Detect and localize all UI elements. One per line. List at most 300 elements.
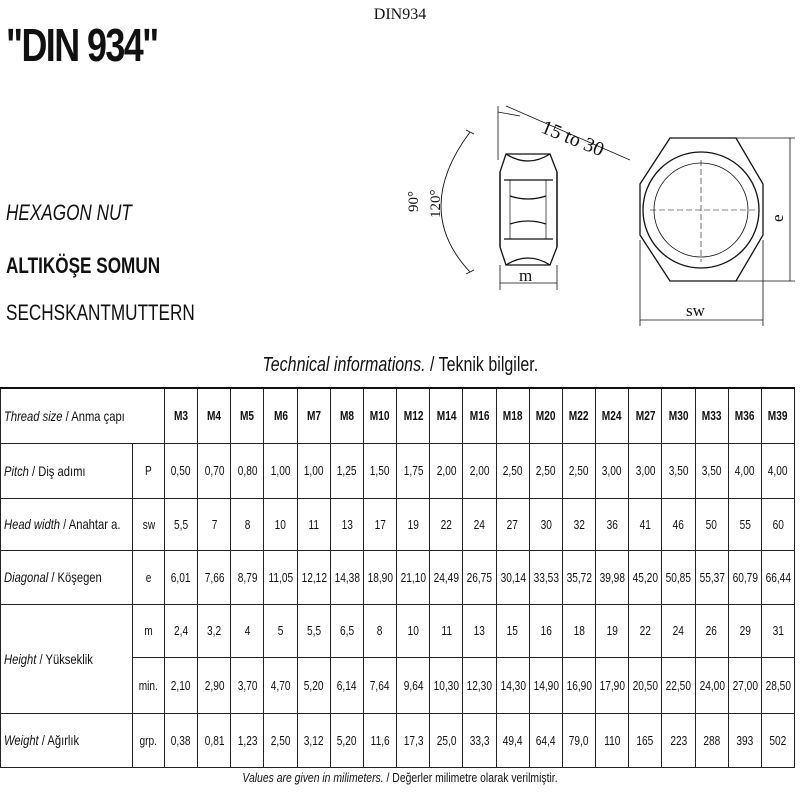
row-label-diagonal-turkish: / Köşegen (48, 569, 102, 585)
cell-height-m-value: 18 (573, 623, 585, 638)
cell-diagonal-m8 (330, 550, 363, 604)
cell-diagonal-m7 (297, 550, 330, 604)
cell-height-min-m7 (297, 657, 330, 713)
cell-pitch-m12 (397, 443, 430, 498)
column-header-text: M4 (207, 408, 222, 424)
page-title: "DIN 934" (6, 19, 158, 71)
cell-height-min-m22 (562, 657, 595, 713)
cell-height-m-m27 (629, 604, 662, 657)
cell-diagonal-m33 (695, 550, 728, 604)
cell-diagonal-value: 24,49 (433, 569, 460, 585)
cell-head-width-value: 7 (211, 516, 218, 532)
row-symbol-diagonal (133, 550, 165, 604)
cell-height-m-m14 (430, 604, 463, 657)
cell-height-m-m3 (165, 604, 198, 657)
cell-height-min-m5 (231, 657, 264, 713)
cell-weight-m12 (397, 713, 430, 767)
column-header-m4 (198, 388, 231, 443)
nut-technical-drawing (400, 95, 800, 335)
cell-height-min-value: 12,30 (467, 677, 493, 693)
cell-head-width-m30 (662, 498, 695, 550)
cell-head-width-m10 (363, 498, 396, 550)
cell-height-m-value: 22 (639, 623, 651, 638)
technical-info-turkish: Teknik bilgiler. (438, 354, 538, 376)
cell-diagonal-value: 45,20 (632, 569, 659, 585)
cell-height-m-m18 (496, 604, 529, 657)
cell-head-width-value: 19 (407, 516, 419, 532)
cell-pitch-m5 (231, 443, 264, 498)
cell-head-width-m20 (529, 498, 562, 550)
row-label-weight-turkish: / Ağırlık (38, 732, 80, 748)
cell-head-width-value: 27 (507, 516, 519, 532)
cell-head-width-m27 (629, 498, 662, 550)
cell-diagonal-value: 8,79 (237, 569, 258, 585)
column-header-text: M20 (535, 408, 556, 424)
footnote-turkish: / Değerler milimetre olarak verilmiştir. (383, 770, 558, 785)
cell-diagonal-m16 (463, 550, 496, 604)
table-row-thread-size (1, 388, 795, 443)
cell-height-m-value: 15 (507, 623, 519, 638)
column-header-text: M7 (306, 408, 321, 424)
cell-diagonal-m3 (165, 550, 198, 604)
cell-height-min-value: 14,90 (533, 677, 559, 693)
cell-pitch-m20 (529, 443, 562, 498)
cell-diagonal-m24 (596, 550, 629, 604)
cell-height-min-m16 (463, 657, 496, 713)
column-header-m24 (596, 388, 629, 443)
cell-head-width-m12 (397, 498, 430, 550)
cell-height-m-value: 26 (705, 623, 718, 638)
column-header-m30 (662, 388, 695, 443)
cell-weight-m8 (330, 713, 363, 767)
product-name-german: SECHSKANTMUTTERN (6, 300, 195, 325)
column-header-m3 (165, 388, 198, 443)
cell-weight-value: 1,23 (237, 732, 258, 748)
column-header-m33 (695, 388, 728, 443)
cell-height-m-m24 (596, 604, 629, 657)
cell-weight-m30 (662, 713, 695, 767)
cell-height-min-value: 10,30 (433, 677, 460, 693)
cell-pitch-m36 (728, 443, 761, 498)
chamfer-angle-label: 15 to 30 (538, 116, 608, 162)
column-header-m39 (761, 388, 794, 443)
cell-head-width-value: 55 (739, 516, 751, 532)
cell-weight-m4 (198, 713, 231, 767)
column-header-text: M24 (602, 408, 622, 424)
cell-diagonal-m30 (662, 550, 695, 604)
row-symbol-weight (133, 713, 165, 767)
cell-head-width-value: 24 (473, 516, 486, 532)
cell-height-min-value: 22,50 (665, 677, 692, 693)
cell-diagonal-m18 (496, 550, 529, 604)
cell-weight-value: 33,3 (469, 732, 490, 748)
column-header-text: M12 (403, 408, 424, 424)
technical-info-heading (0, 354, 800, 377)
cell-diagonal-m20 (529, 550, 562, 604)
technical-info-english: Technical informations. (262, 354, 426, 376)
cell-diagonal-value: 60,79 (732, 569, 758, 585)
cell-weight-m6 (264, 713, 297, 767)
cell-weight-m33 (695, 713, 728, 767)
dimension-sw-label: sw (686, 301, 705, 320)
product-name-turkish: ALTIKÖŞE SOMUN (6, 253, 161, 278)
cell-diagonal-m12 (397, 550, 430, 604)
angle-90-label: 90° (406, 191, 422, 212)
column-header-text: M18 (502, 408, 523, 424)
column-header-m14 (430, 388, 463, 443)
cell-diagonal-value: 50,85 (665, 569, 692, 585)
cell-height-m-m7 (297, 604, 330, 657)
product-name-english: HEXAGON NUT (6, 200, 132, 225)
row-label-head_width-turkish: / Anahtar a. (60, 516, 121, 532)
cell-pitch-value: 0,50 (171, 463, 191, 478)
column-header-m12 (397, 388, 430, 443)
cell-head-width-value: 60 (772, 516, 784, 532)
row-symbol-pitch-text: P (145, 463, 152, 478)
cell-weight-value: 0,81 (204, 732, 225, 748)
column-header-text: M5 (240, 408, 255, 424)
cell-weight-m39 (761, 713, 794, 767)
cell-diagonal-value: 14,38 (334, 569, 360, 585)
row-symbol-weight-text: grp. (139, 732, 158, 748)
cell-weight-value: 17,3 (403, 732, 424, 748)
cell-diagonal-value: 21,10 (400, 569, 427, 585)
cell-pitch-value: 2,50 (535, 463, 556, 478)
cell-height-min-m12 (397, 657, 430, 713)
cell-height-m-value: 31 (772, 623, 784, 638)
cell-weight-value: 223 (669, 732, 687, 748)
cell-pitch-m22 (562, 443, 595, 498)
row-symbol-pitch (133, 443, 165, 498)
cell-pitch-m8 (330, 443, 363, 498)
cell-height-m-value: 6,5 (339, 623, 354, 638)
cell-height-min-m36 (728, 657, 761, 713)
cell-height-min-m3 (165, 657, 198, 713)
cell-height-min-m18 (496, 657, 529, 713)
dimension-m-label: m (519, 266, 533, 285)
row-label-height (1, 604, 133, 713)
cell-pitch-m3 (165, 443, 198, 498)
column-header-text: M27 (635, 408, 656, 424)
cell-height-min-m8 (330, 657, 363, 713)
column-header-m18 (496, 388, 529, 443)
cell-head-width-value: 50 (705, 516, 718, 532)
table-row-diagonal (1, 550, 795, 604)
cell-weight-m36 (728, 713, 761, 767)
page-header-code: DIN934 (373, 6, 427, 23)
cell-weight-value: 2,50 (270, 732, 291, 748)
cell-pitch-m33 (695, 443, 728, 498)
cell-diagonal-value: 66,44 (765, 569, 791, 585)
cell-height-m-m6 (264, 604, 297, 657)
cell-height-m-m5 (231, 604, 264, 657)
cell-diagonal-value: 18,90 (367, 569, 393, 585)
cell-head-width-value: 8 (244, 516, 251, 532)
column-header-m27 (629, 388, 662, 443)
column-header-m20 (529, 388, 562, 443)
cell-diagonal-value: 33,53 (533, 569, 559, 585)
cell-diagonal-m10 (363, 550, 396, 604)
row-symbol-height-min (133, 657, 165, 713)
column-header-m5 (231, 388, 264, 443)
cell-height-min-value: 7,64 (370, 677, 390, 693)
cell-height-m-m20 (529, 604, 562, 657)
cell-weight-m24 (596, 713, 629, 767)
cell-weight-m22 (562, 713, 595, 767)
column-header-m6 (264, 388, 297, 443)
row-symbol-head-width-text: sw (142, 516, 155, 532)
cell-height-m-value: 2,4 (174, 623, 189, 638)
row-symbol-diagonal-text: e (145, 569, 152, 585)
cell-height-m-value: 10 (407, 623, 419, 638)
cell-diagonal-m39 (761, 550, 794, 604)
table-row-head-width (1, 498, 795, 550)
cell-height-min-value: 9,64 (403, 677, 424, 693)
table-row-height-m (1, 604, 795, 657)
cell-head-width-m14 (430, 498, 463, 550)
row-label-pitch (1, 443, 133, 498)
cell-height-min-m6 (264, 657, 297, 713)
cell-diagonal-m22 (562, 550, 595, 604)
cell-weight-m3 (165, 713, 198, 767)
cell-head-width-value: 10 (274, 516, 287, 532)
cell-pitch-m18 (496, 443, 529, 498)
cell-height-min-value: 20,50 (632, 677, 659, 693)
cell-pitch-value: 1,25 (337, 463, 357, 478)
row-symbol-head-width (133, 498, 165, 550)
cell-height-min-value: 6,14 (337, 677, 357, 693)
cell-head-width-value: 41 (639, 516, 651, 532)
cell-weight-m20 (529, 713, 562, 767)
cell-pitch-value: 2,50 (502, 463, 523, 478)
cell-height-min-m14 (430, 657, 463, 713)
table-row-pitch (1, 443, 795, 498)
cell-head-width-m5 (231, 498, 264, 550)
cell-height-min-value: 28,50 (765, 677, 791, 693)
cell-height-m-value: 19 (606, 623, 618, 638)
cell-diagonal-value: 26,75 (467, 569, 493, 585)
cell-head-width-value: 11 (308, 516, 319, 532)
cell-height-min-value: 24,00 (699, 677, 725, 693)
cell-pitch-m27 (629, 443, 662, 498)
cell-diagonal-m4 (198, 550, 231, 604)
technical-info-separator: / (425, 354, 439, 376)
cell-height-m-value: 4 (244, 623, 251, 638)
cell-pitch-m7 (297, 443, 330, 498)
specification-table (0, 387, 795, 768)
row-symbol-height-m (133, 604, 165, 657)
cell-height-min-value: 16,90 (566, 677, 592, 693)
cell-weight-m7 (297, 713, 330, 767)
cell-height-min-m33 (695, 657, 728, 713)
nut-side-view-outline (500, 154, 557, 265)
cell-height-min-m10 (363, 657, 396, 713)
cell-weight-value: 49,4 (502, 732, 523, 748)
column-header-text: M22 (569, 408, 589, 424)
cell-pitch-value: 2,50 (569, 463, 589, 478)
column-header-text: M6 (273, 408, 288, 424)
dimension-e-label: e (768, 214, 787, 222)
cell-weight-m16 (463, 713, 496, 767)
cell-height-m-value: 8 (377, 623, 383, 638)
cell-diagonal-m36 (728, 550, 761, 604)
cell-height-min-value: 14,30 (500, 677, 526, 693)
cell-height-min-m39 (761, 657, 794, 713)
column-header-m36 (728, 388, 761, 443)
column-header-m8 (330, 388, 363, 443)
cell-diagonal-value: 11,05 (268, 569, 293, 585)
cell-height-m-value: 11 (441, 623, 452, 638)
cell-diagonal-m14 (430, 550, 463, 604)
cell-head-width-m24 (596, 498, 629, 550)
row-label-diagonal (1, 550, 133, 604)
row-label-pitch-turkish: / Diş adımı (28, 462, 86, 479)
row-label-weight (1, 713, 133, 767)
cell-diagonal-m5 (231, 550, 264, 604)
column-header-text: M3 (174, 408, 189, 424)
cell-pitch-m24 (596, 443, 629, 498)
row-symbol-height-min-text: min. (138, 677, 159, 693)
cell-pitch-m39 (761, 443, 794, 498)
cell-weight-m10 (363, 713, 396, 767)
cell-pitch-m10 (363, 443, 396, 498)
cell-pitch-value: 0,70 (204, 463, 225, 478)
cell-height-min-value: 2,90 (204, 677, 225, 693)
cell-height-m-value: 29 (739, 623, 751, 638)
row-label-head_width-english: Head width (4, 516, 61, 532)
cell-height-min-value: 4,70 (270, 677, 291, 693)
cell-height-m-m33 (695, 604, 728, 657)
cell-height-min-value: 5,20 (303, 677, 324, 693)
cell-head-width-value: 46 (672, 516, 685, 532)
cell-height-min-value: 2,10 (171, 677, 191, 693)
row-label-head_width (1, 498, 133, 550)
cell-pitch-m14 (430, 443, 463, 498)
column-header-text: M14 (436, 408, 457, 424)
cell-height-m-m8 (330, 604, 363, 657)
units-footnote (0, 770, 800, 785)
cell-weight-value: 165 (636, 732, 654, 748)
row-label-pitch-english: Pitch (4, 462, 29, 479)
column-header-text: M39 (768, 408, 788, 424)
cell-height-min-value: 17,90 (599, 677, 626, 693)
table-row-weight (1, 713, 795, 767)
cell-height-min-value: 3,70 (237, 677, 258, 693)
cell-weight-value: 502 (769, 732, 787, 748)
cell-head-width-m3 (165, 498, 198, 550)
cell-height-min-m30 (662, 657, 695, 713)
column-header-m22 (562, 388, 595, 443)
cell-pitch-value: 3,00 (602, 463, 622, 478)
cell-height-m-value: 16 (540, 623, 552, 638)
column-header-text: M30 (668, 408, 689, 424)
row-label-head (1, 388, 165, 443)
cell-height-min-m27 (629, 657, 662, 713)
column-header-text: M8 (339, 408, 354, 424)
cell-pitch-value: 2,00 (469, 463, 490, 478)
cell-height-min-m24 (596, 657, 629, 713)
cell-head-width-value: 36 (606, 516, 618, 532)
cell-weight-m18 (496, 713, 529, 767)
cell-weight-value: 11,6 (370, 732, 390, 748)
cell-head-width-value: 22 (440, 516, 452, 532)
cell-height-m-m16 (463, 604, 496, 657)
cell-height-min-m4 (198, 657, 231, 713)
column-header-m10 (363, 388, 396, 443)
cell-head-width-m36 (728, 498, 761, 550)
cell-head-width-m7 (297, 498, 330, 550)
cell-height-m-value: 5 (277, 623, 284, 638)
footnote-english: Values are given in milimeters. (242, 770, 384, 785)
cell-pitch-value: 3,50 (668, 463, 689, 478)
cell-diagonal-m27 (629, 550, 662, 604)
cell-weight-value: 3,12 (303, 732, 324, 748)
cell-pitch-m6 (264, 443, 297, 498)
cell-weight-value: 25,0 (436, 732, 457, 748)
cell-weight-value: 64,4 (535, 732, 556, 748)
row-label-weight-english: Weight (4, 732, 39, 748)
column-header-text: M10 (370, 408, 390, 424)
cell-pitch-value: 4,00 (768, 463, 788, 478)
cell-pitch-value: 1,00 (303, 463, 324, 478)
cell-height-m-value: 13 (473, 623, 486, 638)
cell-head-width-value: 5,5 (174, 516, 189, 532)
cell-height-min-m20 (529, 657, 562, 713)
cell-pitch-value: 1,00 (270, 463, 291, 478)
cell-height-min-value: 27,00 (732, 677, 758, 693)
cell-pitch-value: 0,80 (237, 463, 258, 478)
cell-height-m-value: 3,2 (207, 623, 222, 638)
cell-height-m-m30 (662, 604, 695, 657)
cell-pitch-m4 (198, 443, 231, 498)
column-header-m7 (297, 388, 330, 443)
cell-weight-value: 288 (703, 732, 721, 748)
cell-height-m-value: 5,5 (306, 623, 321, 638)
cell-head-width-m18 (496, 498, 529, 550)
cell-diagonal-value: 6,01 (171, 569, 191, 585)
cell-weight-m27 (629, 713, 662, 767)
cell-head-width-m16 (463, 498, 496, 550)
cell-pitch-value: 3,00 (635, 463, 656, 478)
row-label-diagonal-english: Diagonal (4, 569, 49, 585)
cell-head-width-value: 17 (374, 516, 386, 532)
cell-height-m-value: 24 (672, 623, 685, 638)
cell-head-width-m33 (695, 498, 728, 550)
cell-head-width-m22 (562, 498, 595, 550)
column-header-text: M36 (734, 408, 755, 424)
cell-height-m-m39 (761, 604, 794, 657)
row-label-height-english: Height (4, 650, 37, 667)
cell-weight-m14 (430, 713, 463, 767)
cell-weight-m5 (231, 713, 264, 767)
cell-diagonal-value: 39,98 (599, 569, 626, 585)
row-symbol-height-m-text: m (144, 623, 153, 638)
cell-pitch-m30 (662, 443, 695, 498)
cell-weight-value: 110 (604, 732, 621, 748)
cell-height-m-m10 (363, 604, 396, 657)
column-header-text: M33 (701, 408, 722, 424)
cell-height-m-m22 (562, 604, 595, 657)
cell-height-m-m4 (198, 604, 231, 657)
cell-diagonal-m6 (264, 550, 297, 604)
column-header-m16 (463, 388, 496, 443)
cell-diagonal-value: 12,12 (301, 569, 327, 585)
column-header-text: M16 (469, 408, 490, 424)
cell-height-m-m36 (728, 604, 761, 657)
cell-diagonal-value: 35,72 (566, 569, 592, 585)
row-label-head-turkish: / Anma çapı (62, 407, 125, 424)
cell-height-m-m12 (397, 604, 430, 657)
